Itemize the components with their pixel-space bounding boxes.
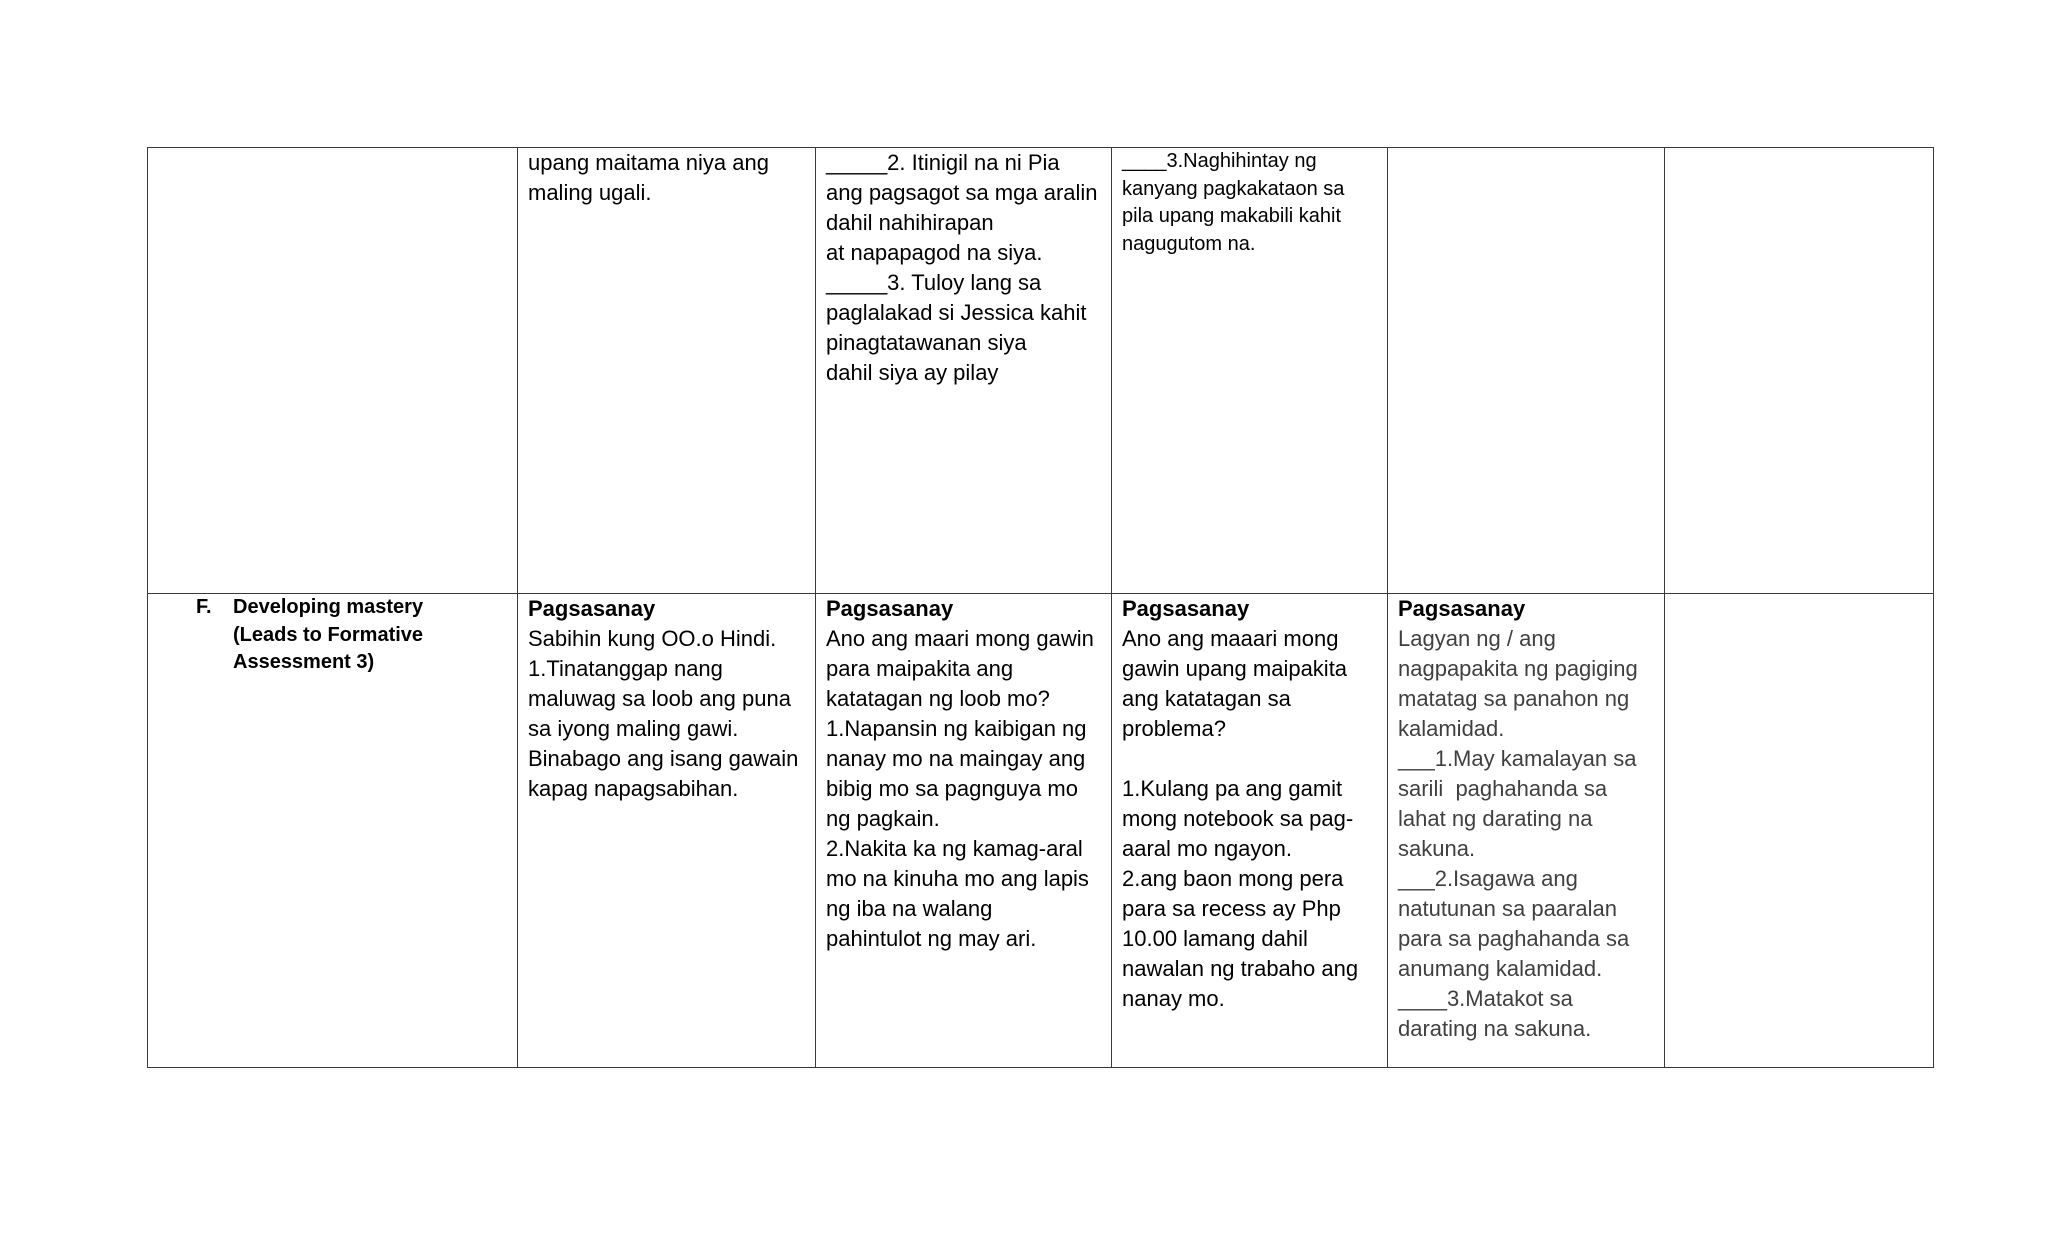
cell-text: Sabihin kung OO.o Hindi. 1.Tinatanggap nang maluwag sa loob ang puna sa iyong maling gawi. Binabago ang isang gawain kapag napagsabihan. (528, 626, 799, 801)
table-cell (1388, 594, 1665, 1068)
cell-heading: Pagsasanay (1398, 596, 1526, 621)
cell-heading: Pagsasanay (528, 596, 656, 621)
table-cell (1112, 148, 1388, 594)
cell-text: ____3.Naghihintay ng kanyang pagkakataon sa pila upang makabili kahit nagugutom na. (1122, 150, 1345, 255)
cell-text: Ano ang maaari mong gawin upang maipakita ang katatagan sa problema? 1.Kulang pa ang gamit mong notebook sa pag- aaral mo ngayon. 2.ang baon mong pera para sa recess ay Php 10.00 lamang dahil nawalan ng trabaho ang nanay mo. (1122, 626, 1359, 1011)
cell-text: Ano ang maari mong gawin para maipakita ang katatagan ng loob mo? 1.Napansin ng kaibigan ng nanay mo na maingay ang bibig mo sa pagnguya mo ng pagkain. 2.Nakita ka ng kamag-aral mo na kinuha mo ang lapis ng iba na walang pahintulot ng may ari. (826, 626, 1094, 951)
section-label (196, 594, 507, 677)
label-cell (148, 148, 518, 594)
cell-heading: Pagsasanay (1122, 596, 1250, 621)
table-cell (1388, 148, 1665, 594)
label-cell (148, 594, 518, 1068)
cell-text: _____2. Itinigil na ni Pia ang pagsagot sa mga aralin dahil nahihirapan at napapagod na siya. _____3. Tuloy lang sa paglalakad si Jessica kahit pinagtatawanan siya dahil siya ay pilay (826, 150, 1098, 385)
lesson-plan-table (147, 147, 1934, 1068)
cell-heading: Pagsasanay (826, 596, 954, 621)
table-cell (1112, 594, 1388, 1068)
section-title: Developing mastery (Leads to Formative Assessment 3) (233, 596, 424, 673)
table-cell (518, 594, 816, 1068)
table-cell (1665, 594, 1934, 1068)
table-cell (1665, 148, 1934, 594)
table-cell (518, 148, 816, 594)
table-row (148, 594, 1934, 1068)
table-cell (816, 594, 1112, 1068)
cell-text: upang maitama niya ang maling ugali. (528, 150, 769, 205)
table-row (148, 148, 1934, 594)
table-cell (816, 148, 1112, 594)
section-letter: F. (196, 596, 212, 618)
cell-text: Lagyan ng / ang nagpapakita ng pagiging matatag sa panahon ng kalamidad. ___1.May kamalayan sa sarili paghahanda sa lahat ng darating na sakuna. ___2.Isagawa ang natutunan sa paaralan para sa paghahanda sa anumang kalamidad. ____3.Matakot sa darating na sakuna. (1398, 626, 1638, 1041)
